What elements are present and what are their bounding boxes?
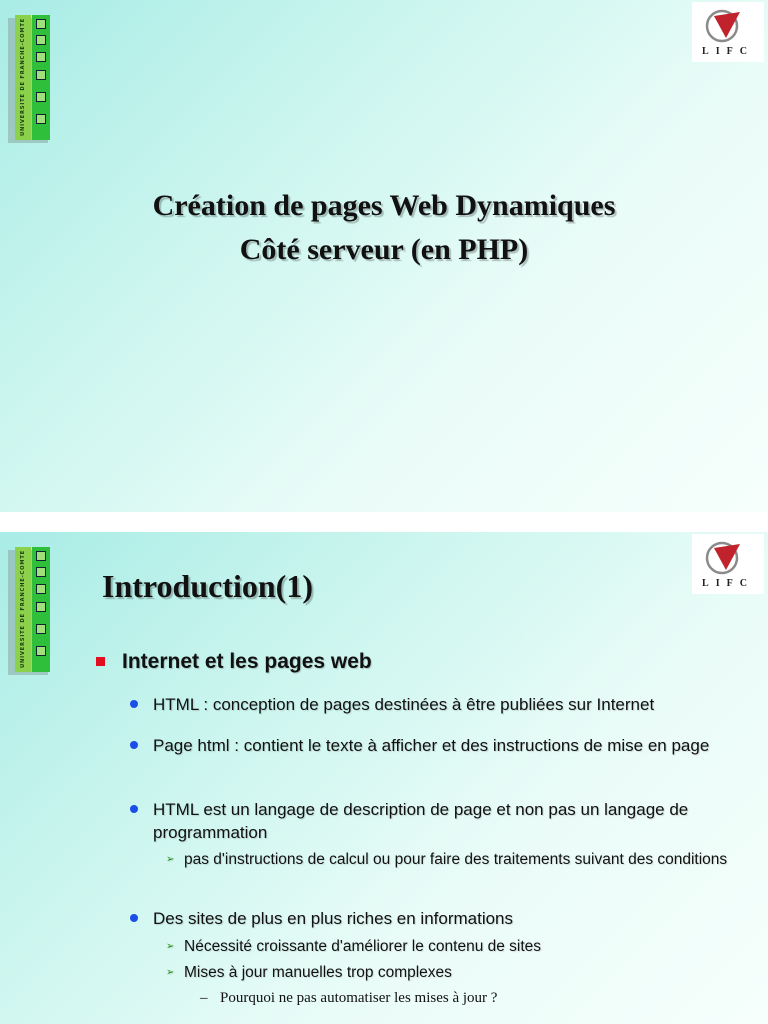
logo-glyph-icon	[36, 646, 46, 656]
slide-divider	[0, 512, 768, 532]
lifc-logo	[692, 534, 764, 594]
sub-list-item	[166, 962, 746, 983]
slide-title-heading	[0, 184, 768, 272]
list-item-text: HTML est un langage de description de page et non pas un langage de programmation	[153, 800, 689, 842]
logo-glyph-icon	[36, 52, 46, 62]
lifc-logo-text: LIFC	[702, 46, 754, 57]
sub-list-item-text: Nécessité croissante d'améliorer le contenu de sites	[184, 938, 542, 955]
logo-glyph-icon	[36, 602, 46, 612]
university-logo-text: UNIVERSITE DE FRANCHE-COMTE	[20, 549, 26, 669]
lifc-logo-text: LIFC	[702, 578, 754, 589]
university-logo	[5, 547, 48, 675]
round-bullet-icon	[130, 700, 138, 708]
logo-glyph-icon	[36, 35, 46, 45]
lifc-logo	[692, 2, 764, 62]
list-item	[130, 907, 750, 930]
university-logo	[5, 15, 48, 143]
logo-glyph-icon	[36, 584, 46, 594]
square-bullet-icon	[96, 657, 105, 666]
logo-glyph-icon	[36, 551, 46, 561]
logo-glyph-icon	[36, 624, 46, 634]
round-bullet-icon	[130, 741, 138, 749]
round-bullet-icon	[130, 805, 138, 813]
sub-sub-list-item-text: Pourquoi ne pas automatiser les mises à jour ?	[220, 990, 498, 1006]
slide-heading: Introduction(1)	[102, 568, 313, 604]
main-bullet-text: Internet et les pages web	[122, 650, 372, 673]
arrow-bullet-icon: ➢	[166, 941, 175, 952]
list-item	[130, 734, 750, 757]
slide-introduction	[0, 532, 768, 1024]
logo-glyph-icon	[36, 114, 46, 124]
list-item-text: Des sites de plus en plus riches en informations	[153, 909, 514, 928]
list-item-text: HTML : conception de pages destinées à être publiées sur Internet	[153, 695, 655, 714]
sub-list-item-text: pas d'instructions de calcul ou pour faire des traitements suivant des conditions	[184, 851, 728, 868]
list-item-text: Page html : contient le texte à afficher et des instructions de mise en page	[153, 736, 710, 755]
title-line-2: Côté serveur (en PHP)	[239, 233, 529, 266]
logo-glyph-icon	[36, 567, 46, 577]
list-item	[130, 798, 750, 844]
arrow-bullet-icon: ➢	[166, 854, 175, 865]
university-logo-text: UNIVERSITE DE FRANCHE-COMTE	[20, 17, 26, 137]
title-line-1: Création de pages Web Dynamiques	[152, 189, 616, 222]
sub-list-item	[166, 849, 746, 870]
logo-glyph-icon	[36, 92, 46, 102]
sub-list-item-text: Mises à jour manuelles trop complexes	[184, 964, 452, 981]
dash-bullet-icon: –	[200, 990, 208, 1006]
logo-glyph-icon	[36, 70, 46, 80]
sub-sub-list-item	[200, 988, 700, 1008]
sub-list-item	[166, 936, 746, 957]
round-bullet-icon	[130, 914, 138, 922]
list-item	[130, 693, 750, 716]
logo-glyph-icon	[36, 19, 46, 29]
arrow-bullet-icon: ➢	[166, 967, 175, 978]
